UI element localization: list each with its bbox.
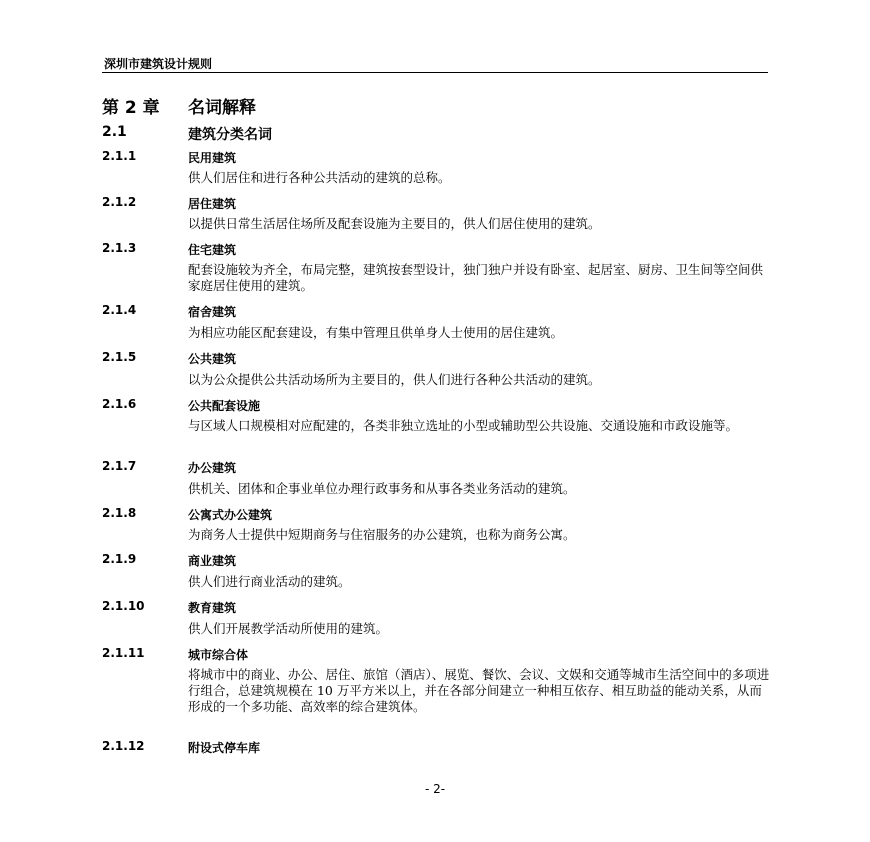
header-divider bbox=[102, 72, 768, 73]
term-number: 2.1.5 bbox=[102, 350, 137, 364]
page-number: - 2- bbox=[424, 782, 446, 796]
chapter-title: 名词解释 bbox=[188, 98, 256, 118]
term-definition: 以为公众提供公共活动场所为主要目的，供人们进行各种公共活动的建筑。 bbox=[188, 372, 601, 387]
term-definition: 将城市中的商业、办公、居住、旅馆（酒店）、展览、餐饮、会议、文娱和交通等城市生活空间中的多项进行组合，总建筑规模在 10 万平方米以上，并在各部分间建立一种相互依存、相互助益的能动关系，从而形成的一个多功能、高效率的综合建筑体。 bbox=[188, 667, 770, 714]
term-title: 附设式停车库 bbox=[188, 741, 261, 755]
term-number: 2.1.6 bbox=[102, 397, 137, 411]
term-definition: 以提供日常生活居住场所及配套设施为主要目的，供人们居住使用的建筑。 bbox=[188, 216, 601, 231]
term-number: 2.1.11 bbox=[102, 646, 145, 660]
term-number: 2.1.12 bbox=[102, 739, 145, 753]
term-definition: 供人们进行商业活动的建筑。 bbox=[188, 574, 351, 589]
section-number: 2.1 bbox=[102, 124, 127, 140]
term-title: 公寓式办公建筑 bbox=[188, 508, 273, 522]
term-number: 2.1.9 bbox=[102, 552, 137, 566]
term-definition: 配套设施较为齐全，布局完整，建筑按套型设计，独门独户并设有卧室、起居室、厨房、卫生间等空间供家庭居住使用的建筑。 bbox=[188, 262, 764, 293]
term-title: 公共配套设施 bbox=[188, 399, 261, 413]
term-definition: 供人们居住和进行各种公共活动的建筑的总称。 bbox=[188, 170, 451, 185]
term-title: 教育建筑 bbox=[188, 601, 237, 615]
term-title: 办公建筑 bbox=[188, 461, 237, 475]
chapter-number: 第 2 章 bbox=[102, 98, 160, 118]
term-definition: 为商务人士提供中短期商务与住宿服务的办公建筑，也称为商务公寓。 bbox=[188, 527, 576, 542]
term-title: 公共建筑 bbox=[188, 352, 237, 366]
section-title: 建筑分类名词 bbox=[188, 127, 272, 143]
term-definition: 供机关、团体和企事业单位办理行政事务和从事各类业务活动的建筑。 bbox=[188, 481, 576, 496]
term-title: 城市综合体 bbox=[188, 648, 249, 662]
term-number: 2.1.4 bbox=[102, 303, 137, 317]
chapter-heading bbox=[102, 93, 256, 118]
term-number: 2.1.3 bbox=[102, 241, 137, 255]
term-title: 民用建筑 bbox=[188, 151, 237, 165]
term-number: 2.1.2 bbox=[102, 195, 137, 209]
document-title: 深圳市建筑设计规则 bbox=[104, 57, 213, 71]
term-title: 宿舍建筑 bbox=[188, 305, 237, 319]
term-definition: 为相应功能区配套建设，有集中管理且供单身人士使用的居住建筑。 bbox=[188, 325, 564, 340]
term-title: 商业建筑 bbox=[188, 554, 237, 568]
term-number: 2.1.10 bbox=[102, 599, 145, 613]
term-number: 2.1.1 bbox=[102, 149, 137, 163]
term-definition: 与区域人口规模相对应配建的，各类非独立选址的小型或辅助型公共设施、交通设施和市政设施等。 bbox=[188, 418, 739, 433]
term-title: 居住建筑 bbox=[188, 197, 237, 211]
term-definition: 供人们开展教学活动所使用的建筑。 bbox=[188, 621, 389, 636]
term-title: 住宅建筑 bbox=[188, 243, 237, 257]
term-number: 2.1.7 bbox=[102, 459, 137, 473]
term-number: 2.1.8 bbox=[102, 506, 137, 520]
